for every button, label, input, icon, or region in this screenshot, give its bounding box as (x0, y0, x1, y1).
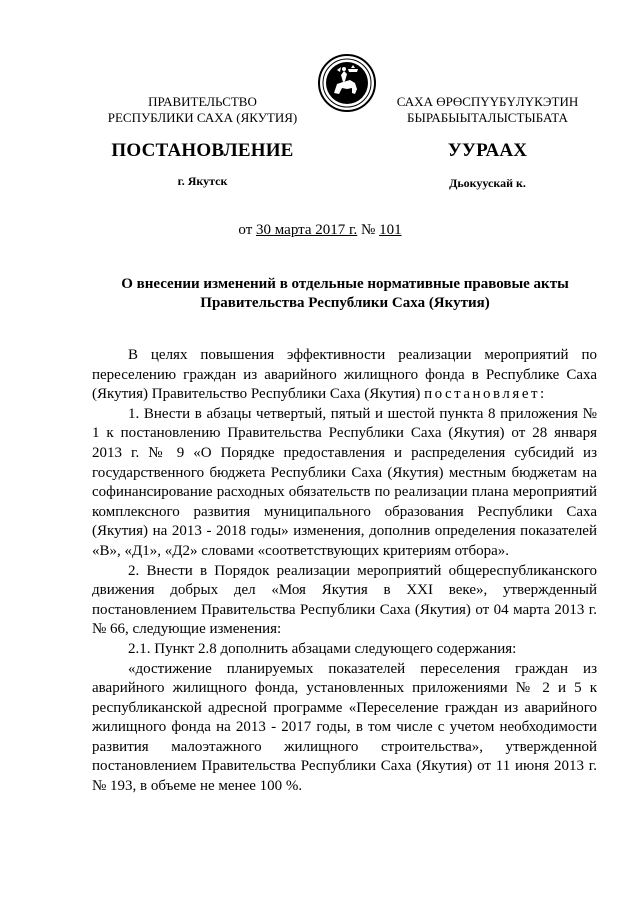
header-left-line-1: ПРАВИТЕЛЬСТВО (148, 94, 257, 109)
decree-date-number (0, 222, 640, 239)
coat-of-arms-icon (317, 53, 377, 113)
decree-date: 30 марта 2017 г. (256, 222, 358, 238)
item-2-paragraph: 2. Внести в Порядок реализации мероприятий общереспубликанского движения добрых дел «Моя Якутия в XXI веке», утвержденный постановлением Правительства Республики Саха (Якутия) от 04 марта 2013 г. № 66, следующие изменения: (92, 562, 597, 638)
preamble-paragraph (92, 346, 597, 405)
quoted-paragraph: «достижение планируемых показателей переселения граждан из аварийного жилищного фонда, установленных приложениями № 2 и 5 к республиканской адресной программе «Переселение граждан из аварийного жилищного фонда на 2013 - 2017 годы, в том числе с учетом необходимости развития малоэтажного жилищного строительства», утвержденной постановлением Правительства Республики Саха (Якутия) от 11 июня 2013 г. № 193, в объеме не менее 100 %. (92, 660, 597, 795)
header-left-line-2: РЕСПУБЛИКИ САХА (ЯКУТИЯ) (107, 110, 298, 125)
decree-subject (95, 275, 595, 313)
city-russian: г. Якутск (177, 174, 228, 188)
date-prefix: от (238, 222, 257, 238)
decree-number: 101 (379, 222, 402, 238)
preamble-text: В целях повышения эффективности реализации мероприятий по переселению граждан из аварийного жилищного фонда в Республике Саха (Якутия) Правительство Республики Саха (Якутия) (92, 347, 597, 403)
item-2-1-paragraph: 2.1. Пункт 2.8 дополнить абзацами следующего содержания: (128, 640, 517, 657)
header-right-line-1: САХА ӨРӨСПҮҮБҮЛҮКЭТИН (396, 94, 579, 109)
subject-line-2: Правительства Республики Саха (Якутия) (200, 295, 490, 311)
item-1-paragraph: 1. Внести в абзацы четвертый, пятый и шестой пункта 8 приложения № 1 к постановлению Правительства Республики Саха (Якутия) от 28 января 2013 г. № 9 «О Порядке предоставления и распределения субсидий из государственного бюджета Республики Саха (Якутия) местным бюджетам на софинансирование расходных обязательств по реализации плана мероприятий комплексного развития муниципального образования Республики Саха (Якутия) на 2013 - 2018 годы» изменения, дополнив определения показателей «В», «Д1», «Д2» словами «соответствующих критериям отбора». (92, 405, 597, 559)
number-sign: № (357, 222, 380, 238)
decree-body (92, 346, 597, 797)
document-type-yakut: УУРААХ (447, 140, 528, 161)
government-name-russian (100, 94, 305, 126)
resolves-word: постановляет: (424, 386, 547, 403)
document-type-russian: ПОСТАНОВЛЕНИЕ (111, 140, 294, 161)
header-right-line-2: БЫРАБЫЫТАЛЫСТЫБАТА (407, 110, 568, 125)
subject-line-1: О внесении изменений в отдельные нормативные правовые акты (121, 276, 569, 292)
government-name-yakut (385, 94, 590, 126)
city-yakut: Дьокуускай к. (449, 176, 526, 190)
